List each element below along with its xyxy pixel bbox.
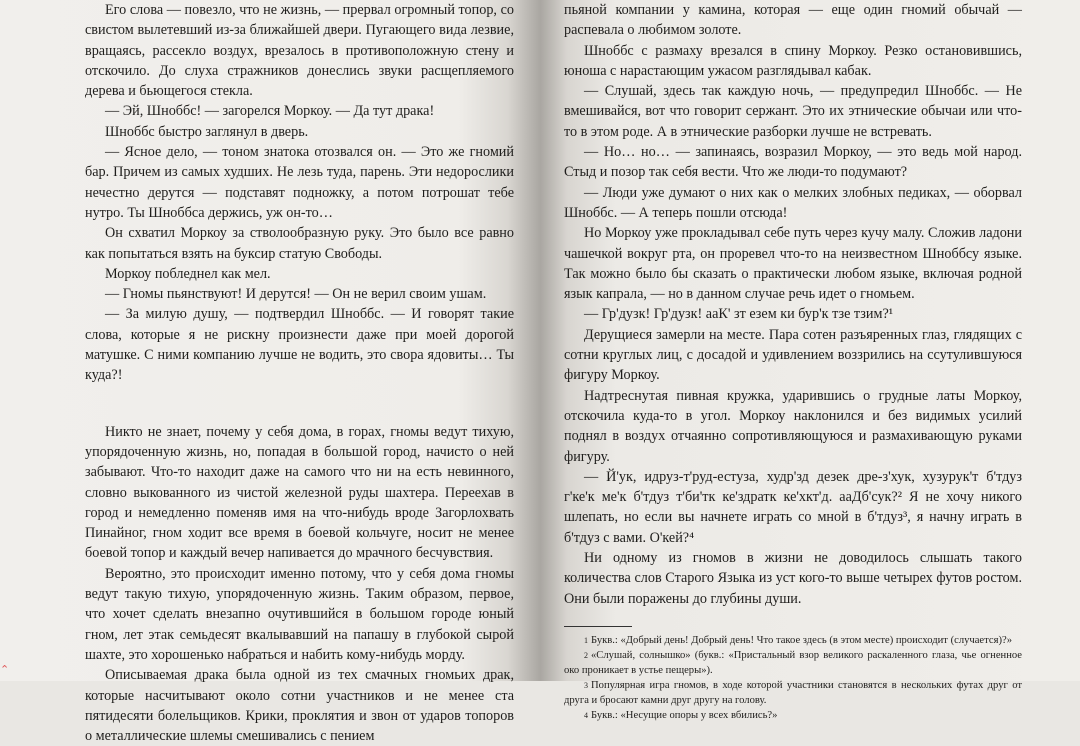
paragraph: Дерущиеся замерли на месте. Пара сотен разъяренных глаз, глядящих с сотни круглых лиц, с досадой и удивлением воззрились на ссутулившуюся фигуру Моркоу. bbox=[564, 326, 1022, 384]
left-page-text bbox=[85, 0, 514, 746]
paragraph: Шноббс быстро заглянул в дверь. bbox=[105, 123, 309, 140]
paragraph: Никто не знает, почему у себя дома, в горах, гномы ведут тихую, упорядоченную жизнь, но, попадая в большой город, начисто о ней забывают. Что-то находит даже на самого что ни на есть невинного, словно выкованного из чистой железной руды шахтера. Переехав в город и немедленно поменяв имя на что-нибудь вроде Загорлохвать Пинайног, гном ходит все время в боевой кольчуге, носит не менее боевой топор и каждый вечер напивается до мрачного бесчувствия. bbox=[85, 423, 514, 562]
section-break bbox=[85, 386, 514, 422]
paragraph: Шноббс с размаху врезался в спину Моркоу. Резко остановившись, юноша с нарастающим ужасом разглядывал кабак. bbox=[564, 42, 1022, 79]
footnote-number: 1 bbox=[584, 635, 588, 645]
right-page bbox=[540, 0, 1080, 721]
paragraph: Моркоу побледнел как мел. bbox=[105, 265, 271, 282]
paragraph: — Й'ук, идруз-т'руд-естуза, худр'зд дезек дре-з'хук, хузурук'т б'тдуз г'ке'к ме'к б'тдуз т'би'тк ке'здратк ке'хкт'д. ааДб'сук?² Я не хочу никого шлепать, но если вы начнете играть со мной в б'тдуз³, я начну играть в б'тдуз с вами. О'кей?⁴ bbox=[564, 468, 1022, 546]
paragraph: Описываемая драка была одной из тех смачных гномьих драк, которые насчитывают около сотни участников и не менее ста пятидесяти болельщиков. Крики, проклятия и звон от ударов топоров о металлические шлемы смешивались с пением bbox=[85, 667, 514, 745]
footnote-text: Букв.: «Добрый день! Добрый день! Что такое здесь (в этом месте) происходит (случается)?» bbox=[591, 634, 1012, 646]
footnote-rule bbox=[564, 626, 632, 627]
paragraph: Вероятно, это происходит именно потому, что у себя дома гномы ведут такую тихую, упорядоченную жизнь. Таким образом, первое, что хочет сделать внезапно очутившийся в большом городе юный гном, лет этак семьдесят вкалывавший на папашу в глубокой сырой шахте, это хорошенько набраться и набить кому-нибудь морду. bbox=[85, 565, 514, 663]
paragraph: Ни одному из гномов в жизни не доводилось слышать такого количества слов Старого Языка из уст кого-то выше четырех футов ростом. Они были поражены до глубины души. bbox=[564, 550, 1022, 607]
paragraph: Он схватил Моркоу за стволообразную руку. Это было все равно как попытаться взять на буксир статую Свободы. bbox=[85, 225, 514, 262]
footnote-text: «Слушай, солнышко» (букв.: «Пристальный взор великого раскаленного глаза, чье огненное око проникает в устье пещеры»). bbox=[564, 650, 1022, 676]
left-page bbox=[0, 0, 540, 745]
footnote-number: 2 bbox=[584, 651, 588, 661]
paragraph: — Гномы пьянствуют! И дерутся! — Он не верил своим ушам. bbox=[105, 286, 487, 303]
paragraph: пьяной компании у камина, которая — еще один гномий обычай — распевала о любимом золоте. bbox=[564, 2, 1022, 39]
paragraph: — Но… но… — запинаясь, возразил Моркоу, — это ведь мой народ. Стыд и позор так себя вести. Что же люди-то подумают? bbox=[564, 144, 1022, 181]
paragraph: — Слушай, здесь так каждую ночь, — предупредил Шноббс. — Не вмешивайся, вот что говорит сержант. Это их этнические обычаи или что-то в этом роде. А в этнические разборки лучше не встревать. bbox=[564, 83, 1022, 140]
paragraph: — Ясное дело, — тоном знатока отозвался он. — Это же гномий бар. Причем из самых худших. Не лезь туда, парень. Эти недорослики нечестно дерутся — подставят подножку, а потом потрошат тебе нутро. Ты Шноббса держись, уж он-то… bbox=[85, 144, 514, 221]
paragraph: — Эй, Шноббс! — загорелся Моркоу. — Да тут драка! bbox=[105, 103, 435, 120]
red-mark-icon: ⌃ bbox=[0, 663, 10, 676]
footnote-number: 3 bbox=[584, 681, 588, 691]
footnote-number: 4 bbox=[584, 710, 588, 720]
paragraph: Но Моркоу уже прокладывал себе путь через кучу малу. Сложив ладони чашечкой вокруг рта, он проревел что-то на неизвестном Шноббсу языке. Так можно было бы сказать о практически любом языке, включая родной язык капрала, — но в данном случае речь идет о гномьем. bbox=[564, 225, 1022, 303]
paragraph: — Гр'дузк! Гр'дузк! ааК' зт езем ки бур'к тзе тзим?¹ bbox=[584, 306, 894, 323]
footnote-text: Популярная игра гномов, в ходе которой участники становятся в нескольких футах друг от друга и бросают камни друг другу на голову. bbox=[564, 680, 1022, 706]
right-page-text bbox=[564, 0, 1022, 724]
footnote bbox=[564, 649, 1022, 678]
footnote bbox=[564, 679, 1022, 708]
paragraph: Надтреснутая пивная кружка, ударившись о грудные латы Моркоу, отскочила куда-то в угол. Моркоу наклонился и без видимых усилий поднял в воздух отчаянно сопротивляющуюся и размахивающую руками фигуру. bbox=[564, 387, 1022, 465]
paragraph: — За милую душу, — подтвердил Шноббс. — И говорят такие слова, которые я не рискну произнести даже при моей дорогой матушке. С ними компанию лучше не водить, это свора ядовиты… Ты куда?! bbox=[85, 306, 514, 384]
paragraph: Его слова — повезло, что не жизнь, — прервал огромный топор, со свистом вылетевший из-за ближайшей двери. Пугающего вида лезвие, вращаясь, рассекло воздух, врезалось в противоположную стену и отскочило. До слуха стражников донеслись звуки расщепляемого дерева и бьющегося стекла. bbox=[85, 2, 514, 100]
footnote bbox=[564, 709, 1022, 723]
paragraph: — Люди уже думают о них как о мелких злобных педиках, — оборвал Шноббс. — А теперь пошли отсюда! bbox=[564, 184, 1022, 221]
footnote-text: Букв.: «Несущие опоры у всех вбились?» bbox=[591, 709, 778, 721]
footnote bbox=[564, 634, 1022, 648]
